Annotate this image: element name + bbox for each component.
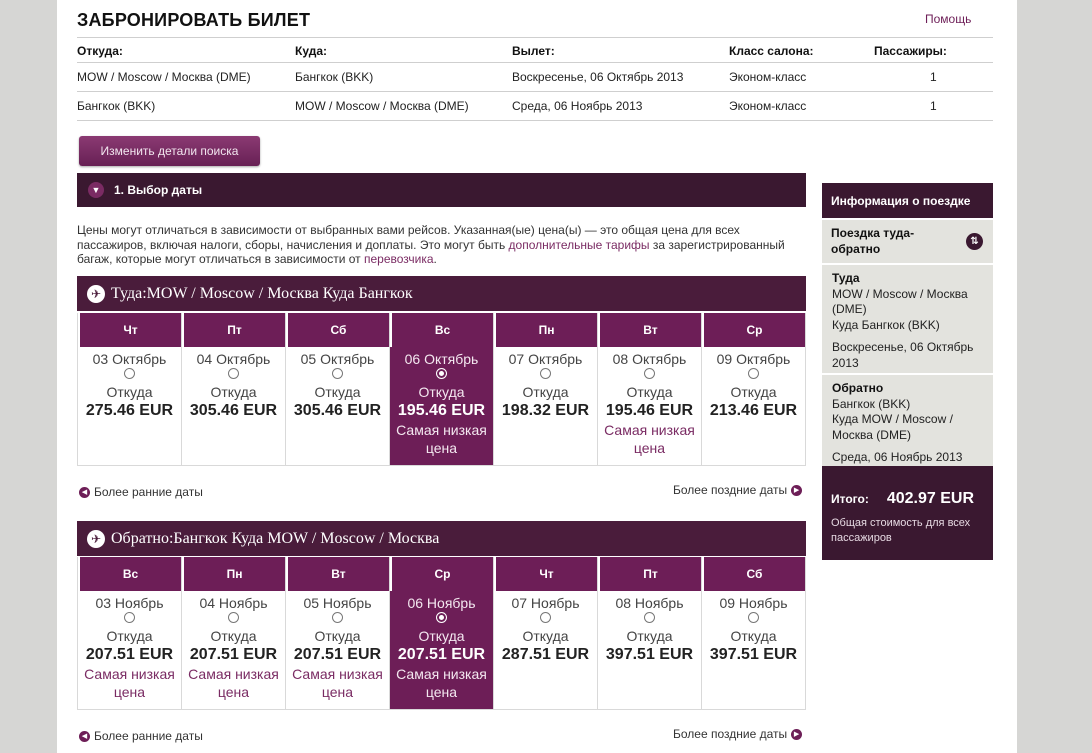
chevron-right-icon: ▶	[791, 729, 802, 740]
change-search-button[interactable]: Изменить детали поиска	[79, 136, 260, 166]
date-radio[interactable]	[228, 368, 239, 379]
outbound-earlier-dates[interactable]	[79, 485, 203, 499]
from-label: Откуда	[730, 628, 777, 644]
outbound-info-date: Воскресенье, 06 Октябрь 2013	[832, 340, 974, 370]
summary-cell: 1	[930, 99, 937, 113]
date-option[interactable]	[181, 557, 285, 710]
from-label: Откуда	[106, 628, 153, 644]
date-radio[interactable]	[332, 368, 343, 379]
date-label: 09 Ноябрь	[719, 595, 788, 611]
price: 305.46 EUR	[293, 402, 382, 419]
booking-page	[57, 0, 1017, 753]
description-text: .	[433, 252, 437, 266]
description-text: Цены могут отличаться в зависимости от выбранных вами рейсов. Указанная(ые) цена(ы) — это общая цена для всех пассажиров, включая налоги, сборы, начисления и доплаты. Это могут быть	[77, 223, 740, 252]
day-of-week: Пн	[494, 313, 597, 347]
inbound-later-dates[interactable]	[673, 727, 802, 741]
price: 287.51 EUR	[501, 646, 590, 663]
date-radio[interactable]	[436, 612, 447, 623]
date-radio[interactable]	[124, 612, 135, 623]
date-label: 07 Ноябрь	[511, 595, 580, 611]
lowest-price-label: Самая низкая цена	[396, 666, 487, 700]
date-radio[interactable]	[540, 368, 551, 379]
date-cell-body	[390, 591, 493, 709]
date-label: 06 Октябрь	[404, 351, 479, 367]
date-cell-body	[494, 347, 597, 465]
summary-cell: Среда, 06 Ноябрь 2013	[512, 99, 643, 113]
date-radio[interactable]	[748, 612, 759, 623]
trip-type	[822, 218, 993, 263]
date-radio[interactable]	[540, 612, 551, 623]
date-label: 06 Ноябрь	[407, 595, 476, 611]
inbound-info-label: Обратно	[832, 381, 884, 395]
day-of-week: Пт	[182, 313, 285, 347]
from-label: Откуда	[314, 384, 361, 400]
date-cell-body	[286, 591, 389, 709]
date-label: 08 Октябрь	[612, 351, 687, 367]
date-option[interactable]	[493, 313, 597, 466]
later-label: Более поздние даты	[673, 483, 788, 497]
date-cell-body	[702, 591, 805, 709]
plane-takeoff-icon: ✈	[87, 285, 105, 303]
day-of-week: Чт	[78, 313, 181, 347]
date-cell-body	[494, 591, 597, 709]
from-label: Откуда	[626, 628, 673, 644]
summary-cell: 1	[930, 70, 937, 84]
date-label: 03 Октябрь	[92, 351, 167, 367]
total-amount: 402.97 EUR	[886, 490, 975, 507]
summary-col-depart: Вылет:	[512, 44, 555, 58]
divider	[77, 62, 993, 63]
summary-cell: Воскресенье, 06 Октябрь 2013	[512, 70, 684, 84]
carrier-link[interactable]: перевозчика	[363, 252, 434, 266]
day-of-week: Вс	[390, 313, 493, 347]
later-label: Более поздние даты	[673, 727, 788, 741]
from-label: Откуда	[106, 384, 153, 400]
help-link[interactable]: Помощь	[925, 12, 972, 26]
outbound-header	[77, 276, 806, 311]
total-note: Общая стоимость для всех пассажиров	[831, 517, 971, 544]
inbound-info	[822, 373, 993, 466]
from-label: Откуда	[626, 384, 673, 400]
divider	[77, 120, 993, 121]
outbound-date-grid	[77, 313, 806, 466]
date-label: 07 Октябрь	[508, 351, 583, 367]
date-label: 05 Ноябрь	[303, 595, 372, 611]
day-of-week: Пн	[182, 557, 285, 591]
date-cell-body	[390, 347, 493, 465]
extra-fees-link[interactable]: дополнительные тарифы	[508, 237, 650, 252]
trip-info-header: Информация о поездке	[822, 183, 993, 218]
date-cell-body	[78, 347, 181, 465]
summary-col-passengers: Пассажиры:	[874, 44, 947, 58]
trip-info-panel	[822, 183, 993, 560]
date-label: 04 Октябрь	[196, 351, 271, 367]
date-radio[interactable]	[644, 368, 655, 379]
chevron-left-icon: ◀	[79, 487, 90, 498]
date-option[interactable]	[77, 557, 181, 710]
day-of-week: Пт	[598, 557, 701, 591]
round-trip-icon: ⇅	[966, 233, 983, 250]
date-cell-body	[702, 347, 805, 465]
date-option[interactable]	[181, 313, 285, 466]
date-option[interactable]	[597, 313, 701, 466]
earlier-label: Более ранние даты	[94, 729, 203, 743]
lowest-price-label: Самая низкая цена	[604, 422, 695, 456]
date-radio[interactable]	[644, 612, 655, 623]
outbound-info-label: Туда	[832, 271, 860, 285]
inbound-earlier-dates[interactable]	[79, 729, 203, 743]
summary-cell: Бангкок (BKK)	[295, 70, 374, 84]
price: 195.46 EUR	[397, 402, 486, 419]
outbound-info	[822, 263, 993, 373]
price: 207.51 EUR	[293, 646, 382, 663]
price: 195.46 EUR	[605, 402, 694, 419]
date-option[interactable]	[597, 557, 701, 710]
summary-cell: Эконом-класс	[729, 99, 807, 113]
price: 305.46 EUR	[189, 402, 278, 419]
page-title: ЗАБРОНИРОВАТЬ БИЛЕТ	[77, 10, 311, 30]
day-of-week: Вт	[286, 557, 389, 591]
from-label: Откуда	[418, 384, 465, 400]
outbound-title: Туда:MOW / Moscow / Москва Куда Бангкок	[111, 284, 413, 302]
date-cell-body	[286, 347, 389, 465]
divider	[77, 37, 993, 38]
inbound-info-to: Куда MOW / Moscow / Москва (DME)	[832, 412, 953, 442]
divider	[77, 91, 993, 92]
inbound-title: Обратно:Бангкок Куда MOW / Moscow / Москва	[111, 529, 440, 547]
day-of-week: Сб	[702, 557, 805, 591]
price-description	[77, 223, 807, 267]
price: 213.46 EUR	[709, 402, 798, 419]
description-text: за зарегистрированный багаж, которые могут отличаться в зависимости от	[77, 237, 785, 266]
day-of-week: Вс	[78, 557, 181, 591]
date-label: 09 Октябрь	[716, 351, 791, 367]
outbound-later-dates[interactable]	[673, 483, 802, 497]
day-of-week: Ср	[390, 557, 493, 591]
date-radio[interactable]	[436, 368, 447, 379]
date-radio[interactable]	[748, 368, 759, 379]
price: 207.51 EUR	[85, 646, 174, 663]
date-cell-body	[598, 591, 701, 709]
inbound-info-date: Среда, 06 Ноябрь 2013	[832, 450, 963, 464]
date-option[interactable]	[701, 557, 805, 710]
inbound-info-route: Бангкок (BKK)	[832, 396, 911, 411]
lowest-price-label: Самая низкая цена	[188, 666, 279, 700]
from-label: Откуда	[314, 628, 361, 644]
inbound-header	[77, 521, 806, 556]
day-of-week: Сб	[286, 313, 389, 347]
from-label: Откуда	[418, 628, 465, 644]
from-label: Откуда	[210, 384, 257, 400]
lowest-price-label: Самая низкая цена	[396, 422, 487, 456]
step-bar[interactable]	[77, 173, 806, 207]
summary-cell: Бангкок (BKK)	[77, 99, 156, 113]
chevron-right-icon: ▶	[791, 485, 802, 496]
from-label: Откуда	[730, 384, 777, 400]
date-label: 08 Ноябрь	[615, 595, 684, 611]
date-option[interactable]	[701, 313, 805, 466]
step-label: 1. Выбор даты	[114, 183, 203, 197]
date-radio[interactable]	[228, 612, 239, 623]
summary-col-class: Класс салона:	[729, 44, 814, 58]
from-label: Откуда	[522, 384, 569, 400]
summary-col-to: Куда:	[295, 44, 327, 58]
day-of-week: Чт	[494, 557, 597, 591]
date-cell-body	[598, 347, 701, 465]
date-label: 04 Ноябрь	[199, 595, 268, 611]
chevron-down-icon: ▼	[88, 182, 104, 198]
price: 397.51 EUR	[605, 646, 694, 663]
lowest-price-label: Самая низкая цена	[84, 666, 175, 700]
from-label: Откуда	[522, 628, 569, 644]
outbound-info-route: MOW / Moscow / Москва (DME)	[832, 286, 968, 316]
day-of-week: Ср	[702, 313, 805, 347]
lowest-price-label: Самая низкая цена	[292, 666, 383, 700]
inbound-date-grid	[77, 557, 806, 710]
date-cell-body	[182, 591, 285, 709]
price: 207.51 EUR	[189, 646, 278, 663]
price: 198.32 EUR	[501, 402, 590, 419]
plane-landing-icon: ✈	[87, 530, 105, 548]
outbound-info-to: Куда Бангкок (BKK)	[832, 317, 940, 332]
date-option[interactable]	[389, 313, 493, 466]
total-label: Итого:	[831, 492, 869, 506]
date-option[interactable]	[389, 557, 493, 710]
summary-cell: Эконом-класс	[729, 70, 807, 84]
price: 275.46 EUR	[85, 402, 174, 419]
trip-type-label: Поездка туда-обратно	[831, 226, 915, 256]
date-cell-body	[78, 591, 181, 709]
summary-cell: MOW / Moscow / Москва (DME)	[295, 99, 469, 113]
date-label: 05 Октябрь	[300, 351, 375, 367]
chevron-left-icon: ◀	[79, 731, 90, 742]
summary-col-from: Откуда:	[77, 44, 123, 58]
earlier-label: Более ранние даты	[94, 485, 203, 499]
price: 207.51 EUR	[397, 646, 486, 663]
date-cell-body	[182, 347, 285, 465]
date-radio[interactable]	[332, 612, 343, 623]
date-option[interactable]	[285, 313, 389, 466]
date-option[interactable]	[493, 557, 597, 710]
day-of-week: Вт	[598, 313, 701, 347]
date-option[interactable]	[77, 313, 181, 466]
date-option[interactable]	[285, 557, 389, 710]
summary-cell: MOW / Moscow / Москва (DME)	[77, 70, 251, 84]
date-label: 03 Ноябрь	[95, 595, 164, 611]
from-label: Откуда	[210, 628, 257, 644]
price: 397.51 EUR	[709, 646, 798, 663]
date-radio[interactable]	[124, 368, 135, 379]
total-block	[822, 466, 993, 560]
